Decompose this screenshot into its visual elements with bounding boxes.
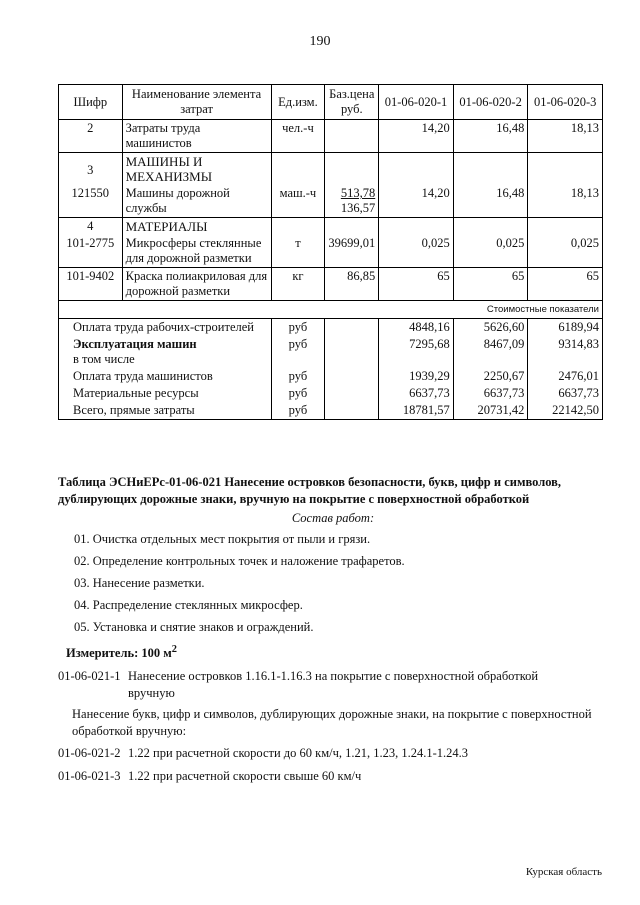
cell-v3: 18,13 <box>528 185 603 218</box>
work-step: 03. Нанесение разметки. <box>74 576 205 590</box>
cell-name: Микросферы стеклянные для дорожной разметки <box>122 235 271 268</box>
summary-v2: 6637,73 <box>453 385 528 402</box>
summary-v3: 6189,94 <box>528 319 603 337</box>
measure-label: Измеритель: 100 м <box>66 646 172 661</box>
cell-name: Машины дорожной службы <box>122 185 271 218</box>
header-base-price: Баз.цена руб. <box>325 85 379 120</box>
summary-unit: руб <box>271 319 325 337</box>
work-step: 02. Определение контрольных точек и наложение трафаретов. <box>74 554 405 568</box>
header-col1: 01-06-020-1 <box>379 85 454 120</box>
summary-row-wages <box>59 319 603 337</box>
header-col3: 01-06-020-3 <box>528 85 603 120</box>
cell-v2: 0,025 <box>453 235 528 268</box>
summary-label <box>59 336 272 368</box>
summary-unit: руб <box>271 402 325 420</box>
cell-code: 101-9402 <box>59 268 123 301</box>
table-row-labor <box>59 120 603 153</box>
section-title: Таблица ЭСНиЕРс-01-06-021 Нанесение островков безопасности, букв, цифр и символов, дублирующих дорожные знаки, вручную на покрытие с поверхностной обработкой <box>58 475 562 506</box>
work-step: 01. Очистка отдельных мест покрытия от пыли и грязи. <box>74 532 371 546</box>
entry-text: 1.22 при расчетной скорости свыше 60 км/ч <box>128 769 362 784</box>
summary-unit: руб <box>271 368 325 385</box>
composition-label: Состав работ: <box>291 511 375 525</box>
cell-price <box>325 120 379 153</box>
cell-name: Затраты труда машинистов <box>122 120 271 153</box>
entry-code: 01-06-021-3 <box>58 769 121 784</box>
entry-code: 01-06-021-1 <box>58 669 121 684</box>
entry-01-06-021-3 <box>58 768 608 785</box>
cell-name: МАШИНЫ И МЕХАНИЗМЫ <box>122 153 271 186</box>
cost-caption-row <box>59 301 603 319</box>
summary-v1: 7295,68 <box>379 336 454 368</box>
measure-sup: 2 <box>171 644 177 655</box>
footer-region: Курская область <box>525 866 602 878</box>
page-number: 190 <box>309 34 331 49</box>
cost-table <box>58 84 603 420</box>
table-row-machine <box>59 185 603 218</box>
section-ssnier-01-06-021 <box>58 474 608 791</box>
cell-v1: 14,20 <box>379 120 454 153</box>
summary-row-operators <box>59 368 603 385</box>
summary-unit: руб <box>271 336 325 368</box>
summary-label: Материальные ресурсы <box>59 385 272 402</box>
table-row-material <box>59 235 603 268</box>
work-step: 05. Установка и снятие знаков и ограждений. <box>74 620 314 634</box>
cell-v1: 14,20 <box>379 185 454 218</box>
work-step: 04. Распределение стеклянных микросфер. <box>74 598 303 612</box>
cell-v1: 65 <box>379 268 454 301</box>
cell-unit: чел.-ч <box>271 120 325 153</box>
header-unit: Ед.изм. <box>271 85 325 120</box>
price-bottom: 136,57 <box>340 201 376 215</box>
cell-code: 2 <box>59 120 123 153</box>
price-top: 513,78 <box>340 186 376 200</box>
measure-unit <box>58 641 608 662</box>
cell-code: 121550 <box>59 185 123 218</box>
cell-name: МАТЕРИАЛЫ <box>122 218 271 236</box>
summary-unit: руб <box>271 385 325 402</box>
summary-sublabel: в том числе <box>73 352 135 366</box>
summary-v3: 2476,01 <box>528 368 603 385</box>
cell-unit: т <box>271 235 325 268</box>
entry-text: Нанесение островков 1.16.1-1.16.3 на покрытие с поверхностной обработкой <box>128 669 539 684</box>
entry-code: 01-06-021-2 <box>58 746 121 761</box>
summary-v1: 18781,57 <box>379 402 454 420</box>
cell-v3: 65 <box>528 268 603 301</box>
cell-v1: 0,025 <box>379 235 454 268</box>
cell-code: 4 <box>59 218 123 236</box>
summary-row-materials <box>59 385 603 402</box>
group-text: Нанесение букв, цифр и символов, дублирующих дорожные знаки, на покрытие с поверхностной обработкой вручную: <box>72 707 592 739</box>
summary-v1: 6637,73 <box>379 385 454 402</box>
cell-price: 86,85 <box>325 268 379 301</box>
summary-v2: 5626,60 <box>453 319 528 337</box>
header-col2: 01-06-020-2 <box>453 85 528 120</box>
summary-v3: 9314,83 <box>528 336 603 368</box>
cell-v3: 18,13 <box>528 120 603 153</box>
cell-v3: 0,025 <box>528 235 603 268</box>
cost-caption: Стоимостные показатели <box>59 301 603 319</box>
summary-v1: 4848,16 <box>379 319 454 337</box>
cell-name: Краска полиакриловая для дорожной разметки <box>122 268 271 301</box>
summary-label: Оплата труда рабочих-строителей <box>59 319 272 337</box>
header-code: Шифр <box>59 85 123 120</box>
cell-unit: кг <box>271 268 325 301</box>
summary-label: Оплата труда машинистов <box>59 368 272 385</box>
table-row-machines-section <box>59 153 603 186</box>
summary-v3: 22142,50 <box>528 402 603 420</box>
table-row-material <box>59 268 603 301</box>
entry-01-06-021-2 <box>58 745 608 762</box>
entry-text-continued: вручную <box>128 686 175 701</box>
header-name: Наименование элемента затрат <box>122 85 271 120</box>
cell-price <box>325 185 379 218</box>
cell-unit: маш.-ч <box>271 185 325 218</box>
summary-label: Всего, прямые затраты <box>59 402 272 420</box>
table-row-materials-section <box>59 218 603 236</box>
cell-v2: 65 <box>453 268 528 301</box>
summary-v1: 1939,29 <box>379 368 454 385</box>
cell-v2: 16,48 <box>453 185 528 218</box>
entry-01-06-021-1 <box>58 668 608 685</box>
summary-v2: 20731,42 <box>453 402 528 420</box>
cell-price: 39699,01 <box>325 235 379 268</box>
summary-label-main: Эксплуатация машин <box>73 337 197 351</box>
cell-code: 101-2775 <box>59 235 123 268</box>
table-header-row <box>59 85 603 120</box>
cell-code: 3 <box>59 153 123 186</box>
cell-v2: 16,48 <box>453 120 528 153</box>
summary-v2: 2250,67 <box>453 368 528 385</box>
entry-text: 1.22 при расчетной скорости до 60 км/ч, 1.21, 1.23, 1.24.1-1.24.3 <box>128 746 469 761</box>
summary-v3: 6637,73 <box>528 385 603 402</box>
summary-row-total <box>59 402 603 420</box>
summary-v2: 8467,09 <box>453 336 528 368</box>
summary-row-machines <box>59 336 603 368</box>
